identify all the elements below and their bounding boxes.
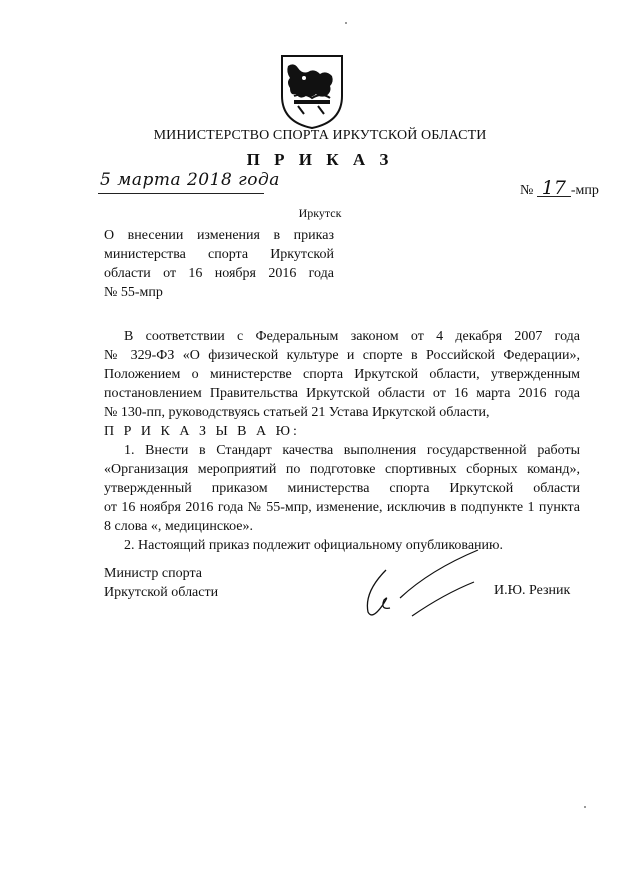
- handwritten-date: 5 марта 2018 года: [100, 170, 280, 190]
- body-line: 1. Внести в Стандарт качества выполнения государственной работы: [124, 443, 580, 458]
- body-line: В соответствии с Федеральным законом от 4 декабря 2007 года: [124, 329, 580, 344]
- body-line: постановлением Правительства Иркутской области от 16 марта 2016 года: [104, 386, 580, 401]
- subject-line: О внесении изменения в приказ: [104, 228, 334, 243]
- signer-title: [104, 564, 218, 602]
- body-line: от 16 ноября 2016 года № 55-мпр, изменение, исключив в подпункте 1 пункта: [104, 500, 580, 515]
- signer-name: И.Ю. Резник: [494, 583, 571, 598]
- body-line: № 329-ФЗ «О физической культуре и спорте в Российской Федерации»,: [104, 348, 580, 363]
- decree-word: П Р И К А З Ы В А Ю:: [104, 424, 300, 439]
- signer-title-line: Министр спорта: [104, 566, 202, 581]
- number-sign: №: [520, 183, 534, 198]
- subject-line: области от 16 ноября 2016 года: [104, 266, 334, 281]
- coat-of-arms-icon: [274, 52, 350, 130]
- body-line: № 130-пп, руководствуясь статьей 21 Устава Иркутской области,: [104, 405, 490, 420]
- ministry-name: МИНИСТЕРСТВО СПОРТА ИРКУТСКОЙ ОБЛАСТИ: [153, 128, 487, 143]
- city-name: Иркутск: [298, 206, 342, 220]
- signer-title-line: Иркутской области: [104, 585, 219, 600]
- handwritten-number: 17: [537, 180, 571, 197]
- body-line: 2. Настоящий приказ подлежит официальному опубликованию.: [124, 538, 503, 553]
- body-line: утвержденный приказом министерства спорта Иркутской области: [104, 481, 580, 496]
- body-line: Положением о министерстве спорта Иркутской области, утвержденным: [104, 367, 580, 382]
- handwritten-signature: [360, 548, 490, 622]
- subject-line: № 55-мпр: [104, 285, 163, 300]
- scan-mark-top: [345, 22, 347, 24]
- body-line: «Организация мероприятий по подготовке спортивных сборных команд»,: [104, 462, 580, 477]
- order-number: [520, 177, 599, 199]
- body-line: 8 слова «, медицинское».: [104, 519, 254, 534]
- scan-mark-bottom: [584, 806, 586, 808]
- subject-line: министерства спорта Иркутской: [104, 247, 334, 262]
- document-title: П Р И К А З: [246, 150, 394, 169]
- order-subject: [104, 226, 334, 302]
- order-body: [104, 327, 580, 555]
- date-underline: [98, 193, 264, 194]
- number-suffix: -мпр: [570, 183, 599, 198]
